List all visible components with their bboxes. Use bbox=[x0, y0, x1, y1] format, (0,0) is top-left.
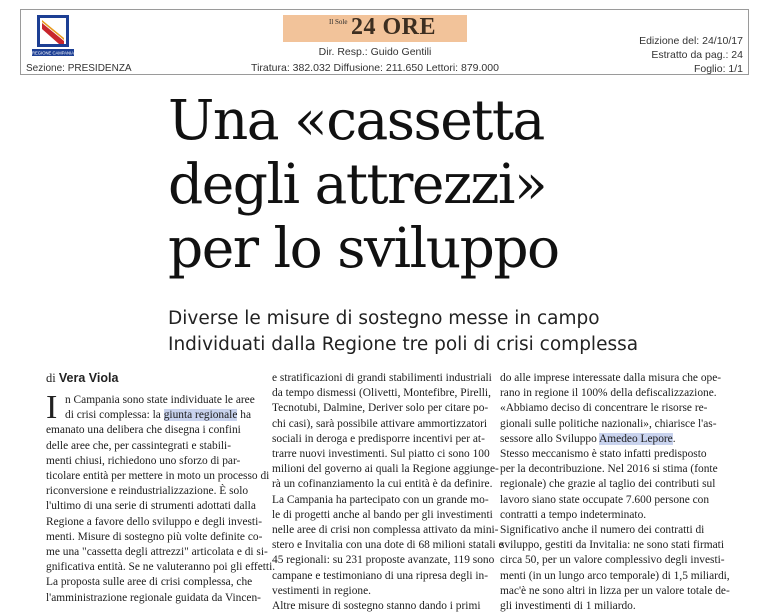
subhead-line: Individuati dalla Regione tre poli di crisi complessa bbox=[168, 334, 639, 355]
paragraph-line: regionale) che grazie al taglio dei contributi sul bbox=[500, 478, 716, 491]
paragraph-line: l'ultimo di una serie di strumenti adottati dalla bbox=[46, 500, 256, 513]
headline-line: Una «cassetta bbox=[168, 88, 544, 152]
byline bbox=[46, 371, 118, 386]
highlighted-name: Amedeo Lepore bbox=[599, 432, 673, 445]
paragraph-line: Significativo anche il numero dei contratti di bbox=[500, 524, 705, 537]
paragraph-line: La Campania ha partecipato con un grande mo- bbox=[272, 493, 489, 506]
paragraph-line: milioni del governo ai quali la Regione aggiunge- bbox=[272, 463, 499, 476]
column-3-lines-a bbox=[500, 371, 722, 432]
paragraph-line: Regione a favore dello sviluppo e degli investi- bbox=[46, 515, 263, 528]
paragraph-line: «Abbiamo deciso di concentrare le risorse re- bbox=[500, 402, 708, 415]
circulation-line: Tiratura: 382.032 Diffusione: 211.650 Lettori: 879.000 bbox=[251, 62, 499, 74]
paragraph-line: sviluppo, gestiti da Invitalia: ne sono stati firmati bbox=[500, 539, 724, 552]
sheet-number: Foglio: 1/1 bbox=[693, 63, 743, 75]
paragraph-line: vestimenti in regione. bbox=[272, 584, 372, 597]
line-text: ha bbox=[237, 409, 252, 422]
headline-line: degli attrezzi» bbox=[168, 152, 547, 216]
paragraph-line: gionali sulle politiche nazionali», chiarisce l'as- bbox=[500, 417, 717, 430]
paragraph-line: e stratificazioni di grandi stabilimenti industriali bbox=[272, 372, 492, 384]
paragraph-line: do alle imprese interessate dalla misura che ope- bbox=[500, 372, 722, 384]
author-name: Vera Viola bbox=[58, 371, 119, 385]
section-label: Sezione: PRESIDENZA bbox=[26, 63, 132, 74]
paragraph-line: da tempo dismessi (Olivetti, Montefibre, Pirelli, bbox=[272, 387, 491, 400]
masthead bbox=[283, 15, 467, 42]
article-column-3 bbox=[500, 371, 730, 614]
paragraph-line bbox=[500, 432, 712, 447]
line-text: n Campania sono state individuate le aree bbox=[65, 394, 255, 406]
paragraph-line: me una "cassetta degli attrezzi" articolata e di si- bbox=[46, 546, 268, 559]
paragraph-line: Tecnotubi, Dalmine, Deriver solo per citare po- bbox=[272, 402, 489, 415]
paragraph-line: gli investimenti di 1 miliardo. bbox=[500, 600, 636, 613]
paragraph-line: menti. Misure di sostegno più volte definite co- bbox=[46, 530, 263, 543]
paragraph-line: circa 50, per un valore complessivo degli investi- bbox=[500, 554, 725, 567]
column-3-lines-b bbox=[500, 447, 730, 614]
paragraph-line: lavoro siano state occupate 7.600 persone con bbox=[500, 493, 710, 506]
highlighted-term: giunta regionale bbox=[163, 409, 238, 422]
masthead-small-text: Il Sole bbox=[329, 18, 348, 26]
paragraph-line: La proposta sulle aree di crisi complessa, che bbox=[46, 576, 253, 589]
paragraph-line: delle aree che, per cassintegrati e stabili- bbox=[46, 439, 232, 452]
paragraph-line: 45 regionali: su 231 proposte avanzate, 119 sono bbox=[272, 554, 495, 567]
article-column-2 bbox=[272, 371, 504, 614]
paragraph-line bbox=[46, 408, 258, 423]
paragraph-line: ticolare entità per mettere in moto un processo di bbox=[46, 470, 270, 483]
paragraph-line: stero e Invitalia con una dote di 68 milioni statali e bbox=[272, 539, 504, 552]
paragraph-line: le di progetti anche al bando per gli investimenti bbox=[272, 508, 493, 521]
paragraph-line: riconversione e reindustrializzazione. È solo bbox=[46, 485, 249, 498]
article-headline bbox=[168, 88, 688, 280]
article-column-1 bbox=[46, 389, 276, 606]
logo-caption: REGIONE CAMPANIA bbox=[31, 50, 75, 56]
paragraph-line: menti (in un lungo arco temporale) di 1,5 miliardi, bbox=[500, 569, 730, 582]
paragraph-line: rà un cofinanziamento la cui entità è da definire. bbox=[272, 478, 493, 491]
paragraph-line: l'amministrazione regionale guidata da Vincen- bbox=[46, 591, 261, 604]
paragraph-line: Stesso meccanismo è stato infatti predisposto bbox=[500, 448, 707, 461]
page-reference: Estratto da pag.: 24 bbox=[651, 49, 743, 61]
paragraph-line: contratti a tempo indeterminato. bbox=[500, 508, 647, 521]
column-1-lines bbox=[46, 423, 276, 605]
paragraph-line: Altre misure di sostegno stanno dando i primi bbox=[272, 600, 481, 613]
paragraph-line: mac'è ne sono altri in lizza per un valore totale de- bbox=[500, 584, 730, 597]
column-2-lines bbox=[272, 371, 504, 614]
masthead-title: 24 ORE bbox=[351, 14, 437, 40]
paragraph-line: campane e testimoniano di una ripresa degli in- bbox=[272, 569, 489, 582]
paragraph-line: per la decontribuzione. Nel 2016 si stima (fonte bbox=[500, 463, 718, 476]
subhead-line: Diverse le misure di sostegno messe in campo bbox=[168, 308, 600, 329]
director-line: Dir. Resp.: Guido Gentili bbox=[318, 46, 432, 58]
paragraph-line: nelle aree di crisi non complessa attivato da mini- bbox=[272, 524, 499, 537]
edition-date: Edizione del: 24/10/17 bbox=[639, 35, 743, 47]
paragraph-line: sociali in deroga e predisporre incentivi per at- bbox=[272, 432, 485, 445]
paragraph-line: menti chiusi, richiedono uno sforzo di par- bbox=[46, 454, 241, 467]
line-text: sessore allo Sviluppo bbox=[500, 432, 600, 445]
regione-campania-logo bbox=[30, 15, 76, 57]
headline-line: per lo sviluppo bbox=[168, 216, 559, 280]
byline-prefix: di bbox=[46, 371, 56, 385]
article-subheadline bbox=[168, 306, 688, 358]
paragraph-line: trarre nuovi investimenti. Sul piatto ci sono 100 bbox=[272, 448, 490, 461]
paragraph-line: chi casi), sarà possibile attivare ammortizzatori bbox=[272, 417, 488, 430]
line-text: di crisi complessa: la bbox=[65, 409, 164, 422]
paragraph-line: gnificativa entità. Se ne valuteranno poi gli effetti. bbox=[46, 561, 276, 574]
drop-cap: I bbox=[46, 389, 58, 426]
line-text: . bbox=[672, 432, 676, 445]
paragraph-line: emanato una delibera che disegna i confini bbox=[46, 424, 241, 437]
paragraph-line: rano in regione il 100% della defiscalizzazione. bbox=[500, 387, 717, 400]
